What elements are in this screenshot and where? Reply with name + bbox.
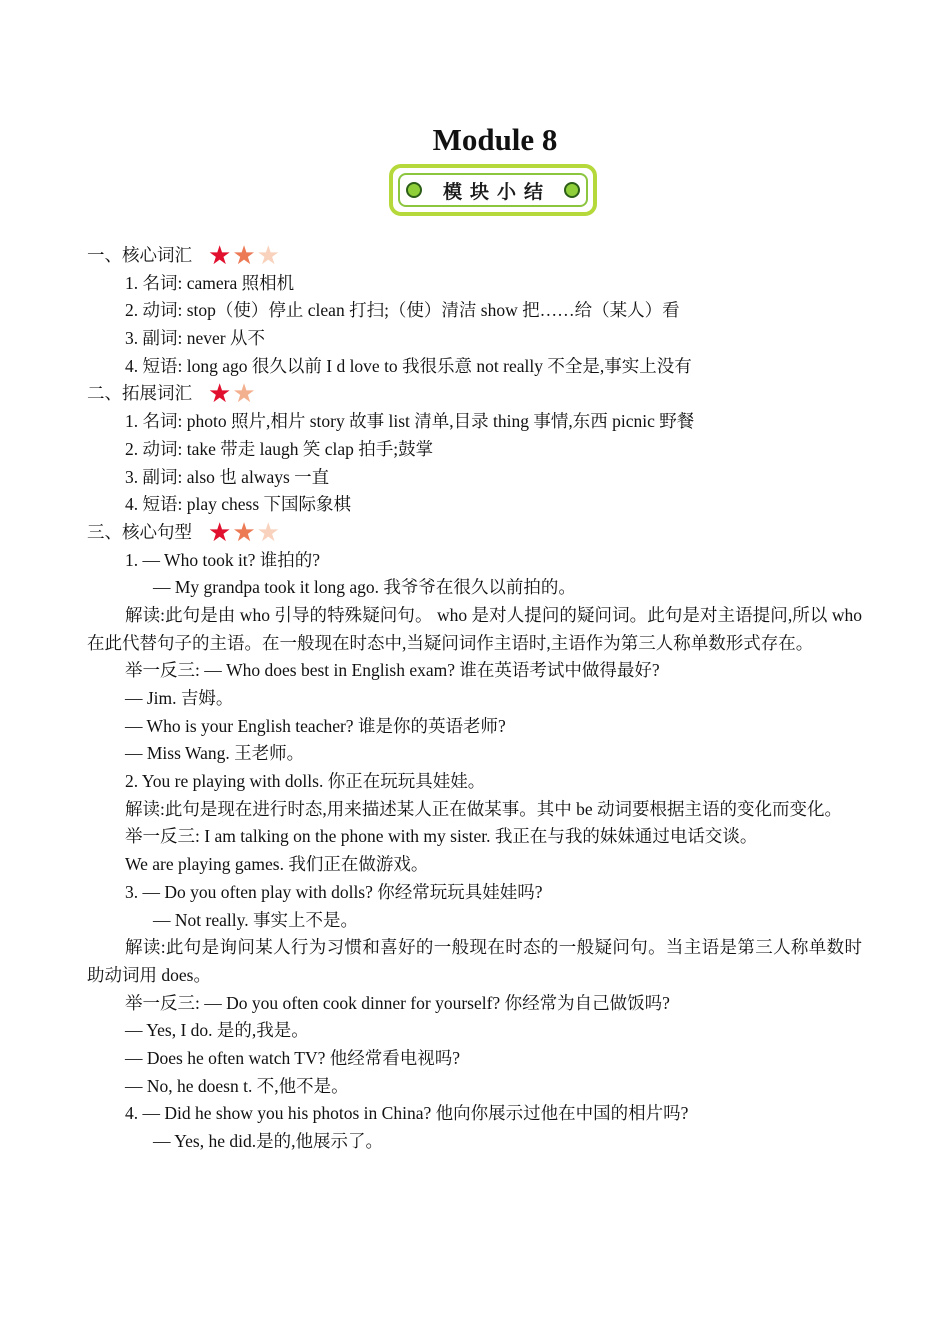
vocab-line: 1. 名词: photo 照片,相片 story 故事 list 清单,目录 thing 事情,东西 picnic 野餐 (125, 411, 695, 432)
difficulty-rating (208, 379, 256, 410)
section-title: 三、核心句型 (87, 521, 192, 542)
difficulty-rating (208, 240, 280, 271)
example-line: 举一反三: I am talking on the phone with my sister. 我正在与我的妹妹通过电话交谈。 (125, 826, 758, 847)
explanation-paragraph: 解读:此句是询问某人行为习惯和喜好的一般现在时态的一般疑问句。当主语是第三人称单数时助动词用 does。 (87, 937, 862, 985)
sentence-question: 4. — Did he show you his photos in China? 他向你展示过他在中国的相片吗? (125, 1103, 689, 1124)
vocab-line: 3. 副词: never 从不 (125, 328, 265, 349)
sentence-question: 1. — Who took it? 谁拍的? (125, 549, 321, 570)
example-line: — Yes, I do. 是的,我是。 (125, 1020, 309, 1041)
section-heading-core-vocab (87, 242, 862, 270)
example-line: — Who is your English teacher? 谁是你的英语老师? (125, 715, 506, 736)
sentence-answer: — My grandpa took it long ago. 我爷爷在很久以前拍的。 (153, 577, 576, 598)
module-summary-badge (389, 164, 597, 216)
star-icon: ★ (232, 517, 256, 548)
green-dot-icon (406, 182, 422, 198)
explanation-paragraph: 解读:此句是现在进行时态,用来描述某人正在做某事。其中 be 动词要根据主语的变化而变化。 (125, 798, 843, 819)
sentence-answer: — Not really. 事实上不是。 (153, 909, 358, 930)
sentence-answer: — Yes, he did.是的,他展示了。 (153, 1131, 383, 1152)
difficulty-rating (208, 517, 280, 548)
sentence-question: 2. You re playing with dolls. 你正在玩玩具娃娃。 (125, 771, 486, 792)
star-icon: ★ (256, 240, 280, 271)
example-line: — Does he often watch TV? 他经常看电视吗? (125, 1048, 461, 1069)
star-icon: ★ (208, 517, 232, 548)
vocab-line: 3. 副词: also 也 always 一直 (125, 466, 330, 487)
star-icon: ★ (208, 379, 232, 410)
example-line: — Miss Wang. 王老师。 (125, 743, 305, 764)
vocab-line: 1. 名词: camera 照相机 (125, 272, 295, 293)
section-heading-extended-vocab (87, 380, 862, 408)
example-line: 举一反三: — Do you often cook dinner for yourself? 你经常为自己做饭吗? (125, 992, 670, 1013)
star-icon: ★ (232, 240, 256, 271)
vocab-line: 4. 短语: long ago 很久以前 I d love to 我很乐意 not really 不全是,事实上没有 (125, 355, 692, 376)
section-heading-core-sentences (87, 519, 862, 547)
green-dot-icon (564, 182, 580, 198)
vocab-line: 4. 短语: play chess 下国际象棋 (125, 494, 352, 515)
star-icon: ★ (256, 517, 280, 548)
example-line: — Jim. 吉姆。 (125, 688, 234, 709)
vocab-line: 2. 动词: take 带走 laugh 笑 clap 拍手;鼓掌 (125, 438, 434, 459)
sentence-question: 3. — Do you often play with dolls? 你经常玩玩具娃娃吗? (125, 881, 543, 902)
example-line: We are playing games. 我们正在做游戏。 (125, 854, 429, 875)
example-line: 举一反三: — Who does best in English exam? 谁在英语考试中做得最好? (125, 660, 660, 681)
example-line: — No, he doesn t. 不,他不是。 (125, 1075, 349, 1096)
explanation-paragraph: 解读:此句是由 who 引导的特殊疑问句。 who 是对人提问的疑问词。此句是对主语提问,所以 who 在此代替句子的主语。在一般现在时态中,当疑问词作主语时,主语作为第三人称单数形式存在。 (87, 604, 862, 653)
section-title: 一、核心词汇 (87, 245, 192, 265)
star-icon: ★ (208, 240, 232, 271)
page-title: Module 8 (432, 122, 558, 157)
badge-label: 模块小结 (442, 180, 551, 203)
document-body (87, 242, 862, 1156)
vocab-line: 2. 动词: stop（使）停止 clean 打扫;（使）清洁 show 把……给（某人）看 (125, 300, 680, 321)
star-icon: ★ (232, 379, 256, 410)
section-title: 二、拓展词汇 (87, 383, 192, 404)
